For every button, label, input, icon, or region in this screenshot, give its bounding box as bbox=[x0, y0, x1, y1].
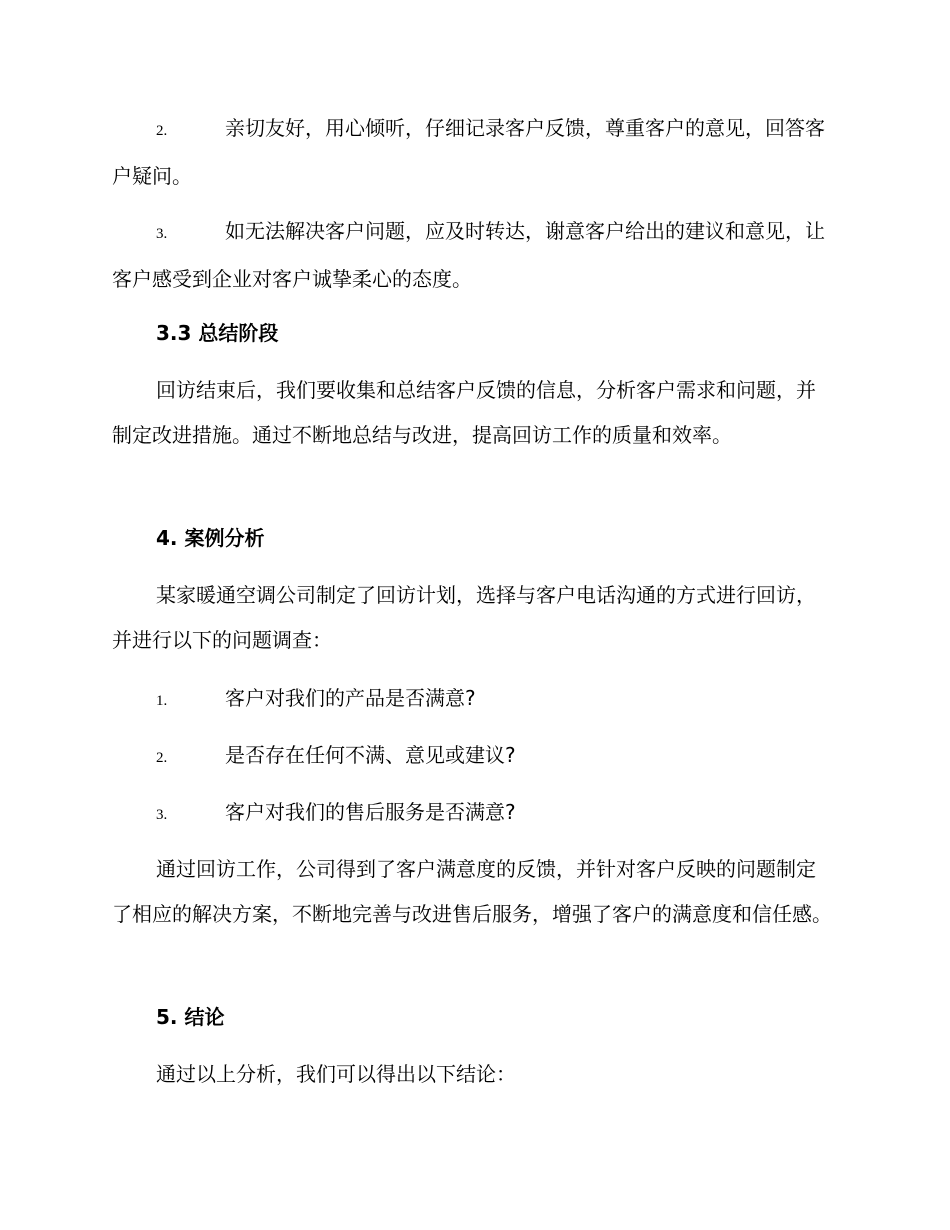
list-item bbox=[112, 676, 834, 724]
list-number: 1. bbox=[156, 693, 168, 709]
paragraph-result: 通过回访工作，公司得到了客户满意度的反馈，并针对客户反映的问题制定了相应的解决方案，不断地完善与改进售后服务，增强了客户的满意度和信任感。 bbox=[112, 857, 832, 926]
paragraph-conclusion: 通过以上分析，我们可以得出以下结论： bbox=[156, 1062, 516, 1086]
list-item bbox=[112, 790, 834, 838]
section-heading-5: 5. 结论 bbox=[156, 1005, 225, 1029]
section-heading-4: 4. 案例分析 bbox=[156, 526, 265, 550]
list-item bbox=[112, 209, 834, 302]
section-heading-3-3: 3.3 总结阶段 bbox=[156, 321, 279, 345]
list-text: 客户对我们的产品是否满意? bbox=[225, 686, 476, 710]
paragraph-summary: 回访结束后，我们要收集和总结客户反馈的信息，分析客户需求和问题，并制定改进措施。通过不断地总结与改进，提高回访工作的质量和效率。 bbox=[112, 378, 816, 447]
list-item bbox=[112, 733, 834, 781]
list-text: 如无法解决客户问题，应及时转达，谢意客户给出的建议和意见，让客户感受到企业对客户诚挚柔心的态度。 bbox=[112, 219, 825, 291]
list-number: 3. bbox=[156, 807, 168, 823]
list-number: 2. bbox=[156, 123, 168, 139]
list-text: 是否存在任何不满、意见或建议? bbox=[225, 743, 516, 767]
list-number: 2. bbox=[156, 750, 168, 766]
list-text: 亲切友好，用心倾听，仔细记录客户反馈，尊重客户的意见，回答客户疑问。 bbox=[112, 116, 825, 188]
list-text: 客户对我们的售后服务是否满意? bbox=[225, 800, 516, 824]
paragraph-case: 某家暖通空调公司制定了回访计划，选择与客户电话沟通的方式进行回访，并进行以下的问题调查： bbox=[112, 583, 816, 652]
list-item bbox=[112, 106, 834, 199]
list-number: 3. bbox=[156, 226, 168, 242]
